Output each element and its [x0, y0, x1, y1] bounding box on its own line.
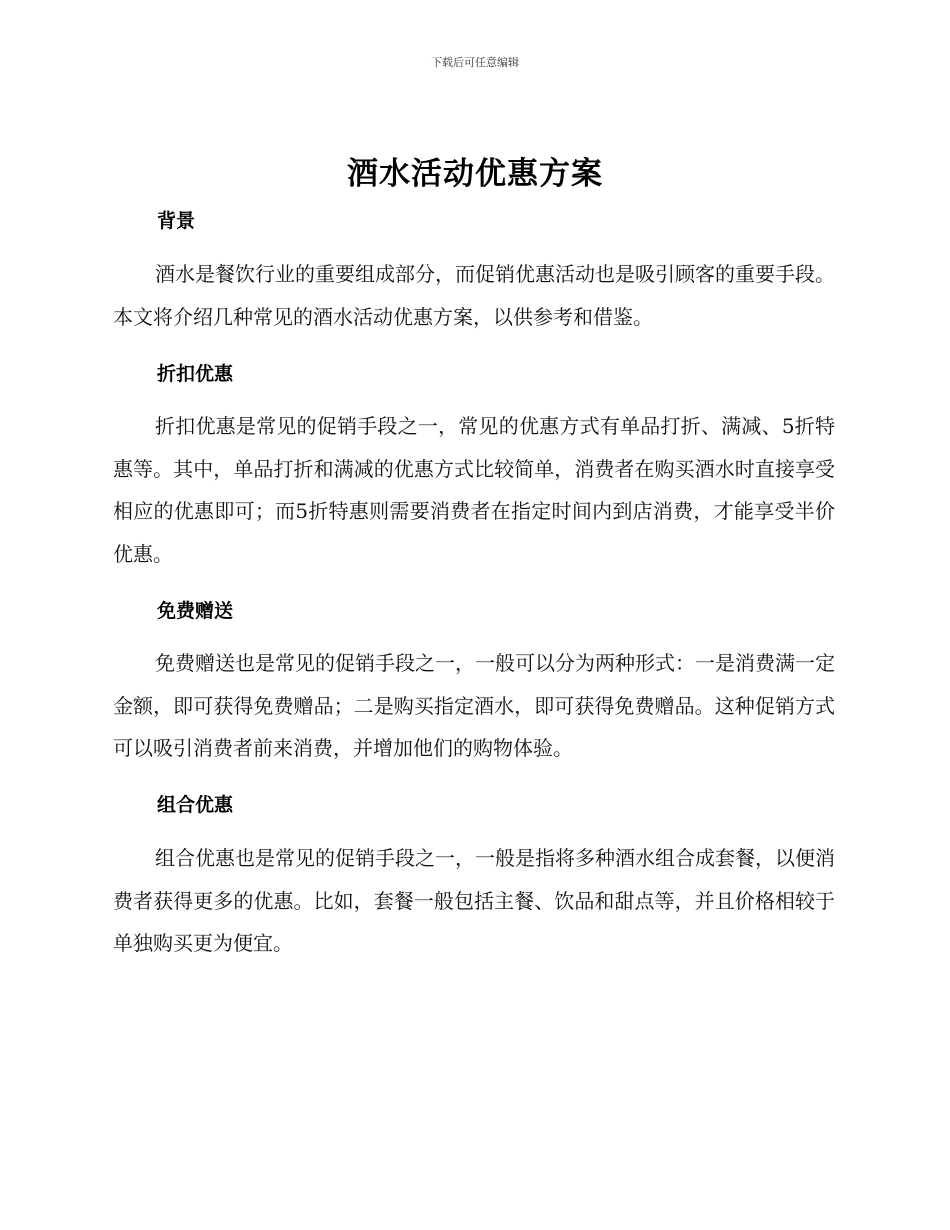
section-body-free-gift: 免费赠送也是常见的促销手段之一，一般可以分为两种形式：一是消费满一定金额，即可获得免费赠品；二是购买指定酒水，即可获得免费赠品。这种促销方式可以吸引消费者前来消费，并增加他们的购物体验。	[113, 651, 835, 760]
section-body-discount: 折扣优惠是常见的促销手段之一，常见的优惠方式有单品打折、满减、5折特惠等。其中，单品打折和满减的优惠方式比较简单，消费者在购买酒水时直接享受相应的优惠即可；而5折特惠则需要消费者在指定时间内到店消费，才能享受半价优惠。	[113, 414, 835, 566]
section-heading-background: 背景	[157, 210, 196, 232]
page-header-note: 下载后可任意编辑	[431, 56, 519, 69]
section-heading-free-gift: 免费赠送	[157, 600, 234, 622]
section-heading-discount: 折扣优惠	[157, 363, 234, 385]
section-body-background: 酒水是餐饮行业的重要组成部分，而促销优惠活动也是吸引顾客的重要手段。本文将介绍几种常见的酒水活动优惠方案，以供参考和借鉴。	[113, 262, 835, 329]
section-body-combo: 组合优惠也是常见的促销手段之一，一般是指将多种酒水组合成套餐，以便消费者获得更多的优惠。比如，套餐一般包括主餐、饮品和甜点等，并且价格相较于单独购买更为便宜。	[113, 846, 835, 955]
document-title: 酒水活动优惠方案	[347, 156, 603, 192]
section-heading-combo: 组合优惠	[157, 794, 234, 816]
